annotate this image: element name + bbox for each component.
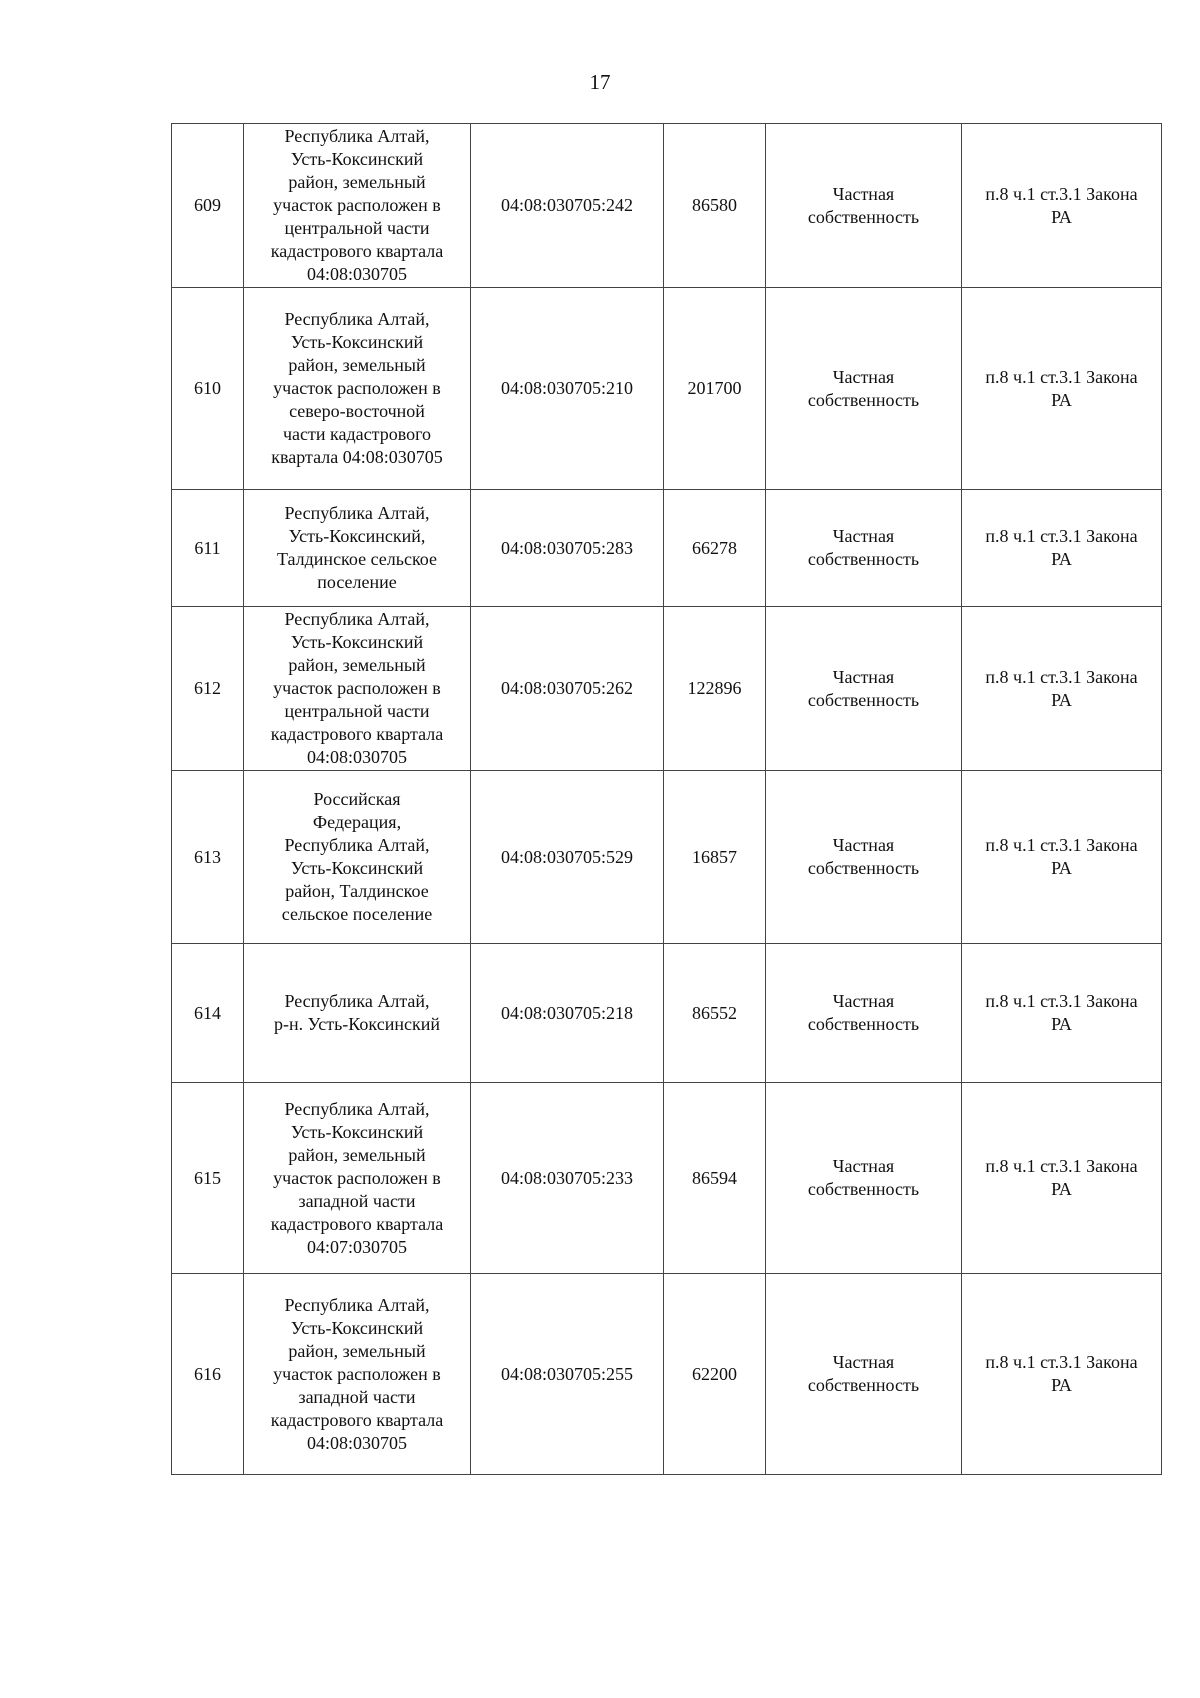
table-row	[172, 607, 1162, 771]
area-cell: 201700	[664, 288, 766, 490]
legal-basis-cell: п.8 ч.1 ст.3.1 Закона РА	[962, 1083, 1162, 1274]
row-number: 611	[172, 490, 244, 607]
row-number: 615	[172, 1083, 244, 1274]
table-row	[172, 124, 1162, 288]
legal-basis-cell: п.8 ч.1 ст.3.1 Закона РА	[962, 490, 1162, 607]
legal-basis-cell: п.8 ч.1 ст.3.1 Закона РА	[962, 1274, 1162, 1475]
cadastral-number-cell: 04:08:030705:529	[471, 771, 664, 944]
row-number: 609	[172, 124, 244, 288]
cadastral-number-cell: 04:08:030705:255	[471, 1274, 664, 1475]
ownership-cell: Частная собственность	[766, 1083, 962, 1274]
cadastral-number-cell: 04:08:030705:262	[471, 607, 664, 771]
ownership-cell: Частная собственность	[766, 607, 962, 771]
table-row	[172, 944, 1162, 1083]
table-row	[172, 490, 1162, 607]
area-cell: 86552	[664, 944, 766, 1083]
address-cell: Российская Федерация, Республика Алтай, Усть-Коксинский район, Талдинское сельское поселение	[244, 771, 471, 944]
row-number: 616	[172, 1274, 244, 1475]
land-plot-table	[171, 123, 1162, 1475]
address-cell: Республика Алтай, р-н. Усть-Коксинский	[244, 944, 471, 1083]
legal-basis-cell: п.8 ч.1 ст.3.1 Закона РА	[962, 124, 1162, 288]
table-row	[172, 771, 1162, 944]
table-row	[172, 1083, 1162, 1274]
area-cell: 86580	[664, 124, 766, 288]
cadastral-number-cell: 04:08:030705:218	[471, 944, 664, 1083]
ownership-cell: Частная собственность	[766, 1274, 962, 1475]
address-cell: Республика Алтай, Усть-Коксинский район, земельный участок расположен в западной части кадастрового квартала 04:07:030705	[244, 1083, 471, 1274]
row-number: 612	[172, 607, 244, 771]
area-cell: 16857	[664, 771, 766, 944]
page-number: 17	[589, 70, 611, 94]
table-row	[172, 288, 1162, 490]
address-cell: Республика Алтай, Усть-Коксинский, Талдинское сельское поселение	[244, 490, 471, 607]
area-cell: 86594	[664, 1083, 766, 1274]
area-cell: 62200	[664, 1274, 766, 1475]
cadastral-number-cell: 04:08:030705:210	[471, 288, 664, 490]
address-cell: Республика Алтай, Усть-Коксинский район, земельный участок расположен в центральной части кадастрового квартала 04:08:030705	[244, 124, 471, 288]
ownership-cell: Частная собственность	[766, 288, 962, 490]
address-cell: Республика Алтай, Усть-Коксинский район, земельный участок расположен в северо-восточной части кадастрового квартала 04:08:030705	[244, 288, 471, 490]
row-number: 610	[172, 288, 244, 490]
legal-basis-cell: п.8 ч.1 ст.3.1 Закона РА	[962, 288, 1162, 490]
legal-basis-cell: п.8 ч.1 ст.3.1 Закона РА	[962, 771, 1162, 944]
address-cell: Республика Алтай, Усть-Коксинский район, земельный участок расположен в западной части кадастрового квартала 04:08:030705	[244, 1274, 471, 1475]
row-number: 614	[172, 944, 244, 1083]
area-cell: 122896	[664, 607, 766, 771]
address-cell: Республика Алтай, Усть-Коксинский район, земельный участок расположен в центральной части кадастрового квартала 04:08:030705	[244, 607, 471, 771]
ownership-cell: Частная собственность	[766, 124, 962, 288]
table-row	[172, 1274, 1162, 1475]
area-cell: 66278	[664, 490, 766, 607]
cadastral-number-cell: 04:08:030705:233	[471, 1083, 664, 1274]
legal-basis-cell: п.8 ч.1 ст.3.1 Закона РА	[962, 944, 1162, 1083]
ownership-cell: Частная собственность	[766, 944, 962, 1083]
ownership-cell: Частная собственность	[766, 490, 962, 607]
cadastral-number-cell: 04:08:030705:283	[471, 490, 664, 607]
ownership-cell: Частная собственность	[766, 771, 962, 944]
legal-basis-cell: п.8 ч.1 ст.3.1 Закона РА	[962, 607, 1162, 771]
row-number: 613	[172, 771, 244, 944]
cadastral-number-cell: 04:08:030705:242	[471, 124, 664, 288]
